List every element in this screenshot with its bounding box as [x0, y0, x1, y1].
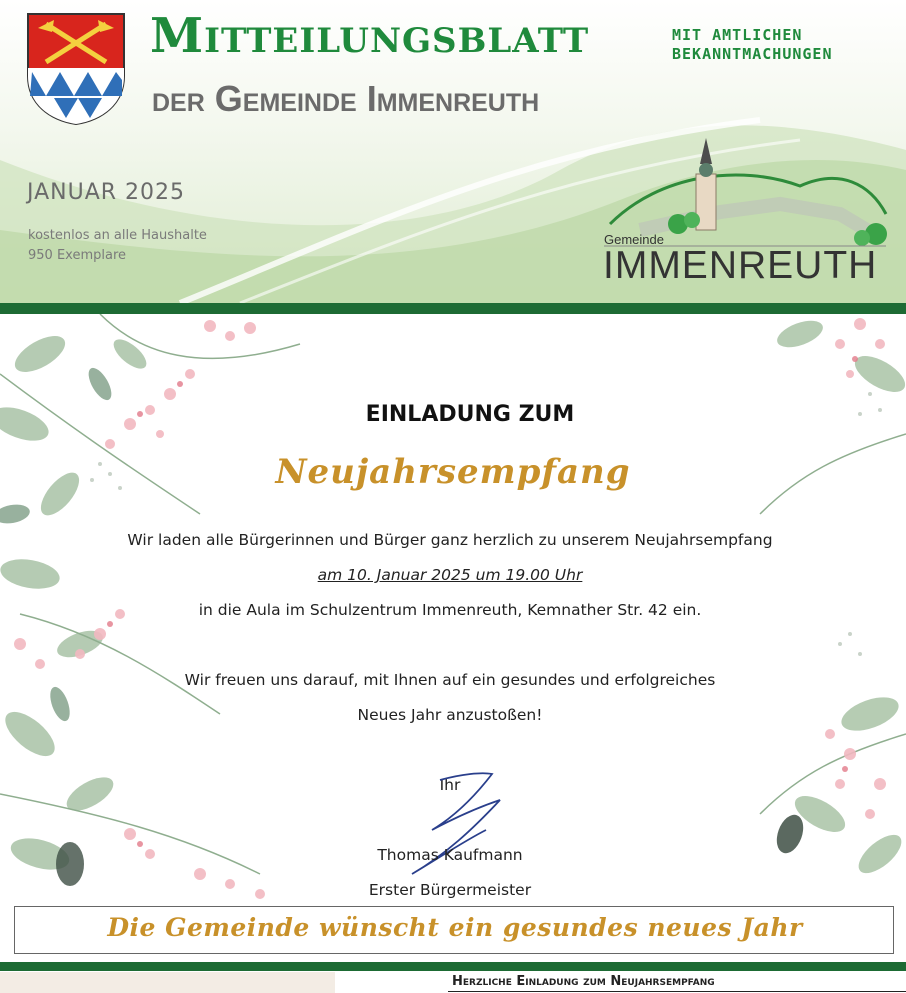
- newsletter-title: Mitteilungsblatt: [150, 8, 590, 64]
- official-notices-tagline: [672, 26, 833, 64]
- tagline-line-1: MIT AMTLICHEN: [672, 26, 803, 44]
- coat-of-arms-icon: [24, 10, 128, 126]
- closing-greeting: Ihr: [439, 776, 461, 794]
- greeting-text: Die Gemeinde wünscht ein gesundes neues Jahr: [107, 913, 803, 942]
- footer-caption: Herzliche Einladung zum Neujahrsempfang: [452, 974, 715, 989]
- new-year-greeting-banner: [14, 906, 894, 954]
- copies-text: 950 Exemplare: [28, 248, 127, 263]
- footer-underline: [448, 991, 906, 992]
- invitation-line-5: Neues Jahr anzustoßen!: [357, 706, 543, 724]
- newsletter-subtitle: der Gemeinde Immenreuth: [152, 78, 540, 119]
- event-name: Neujahrsempfang: [275, 452, 631, 492]
- invitation-heading: EINLADUNG ZUM: [365, 402, 575, 427]
- signer-name: Thomas Kaufmann: [377, 846, 523, 864]
- footer-divider-bar: [0, 962, 906, 971]
- logo-caption-big: IMMENREUTH: [603, 244, 878, 287]
- masthead: [0, 0, 906, 303]
- tagline-line-2: BEKANNTMACHUNGEN: [672, 45, 833, 63]
- invitation-line-4: Wir freuen uns darauf, mit Ihnen auf ein gesundes und erfolgreiches: [184, 671, 716, 689]
- header-divider-bar: [0, 303, 906, 314]
- issue-date: JANUAR 2025: [27, 180, 186, 205]
- signer-title: Erster Bürgermeister: [368, 881, 532, 899]
- event-location: in die Aula im Schulzentrum Immenreuth, Kemnather Str. 42 ein.: [198, 601, 702, 619]
- distribution-info: [28, 226, 207, 266]
- event-date-time: am 10. Januar 2025 um 19.00 Uhr: [317, 566, 583, 584]
- invitation-line-1: Wir laden alle Bürgerinnen und Bürger ganz herzlich zu unserem Neujahrsempfang: [127, 531, 773, 549]
- logo-caption-small: Gemeinde: [604, 232, 664, 247]
- footer-left-panel: [0, 972, 335, 993]
- distribution-text: kostenlos an alle Haushalte: [28, 228, 207, 243]
